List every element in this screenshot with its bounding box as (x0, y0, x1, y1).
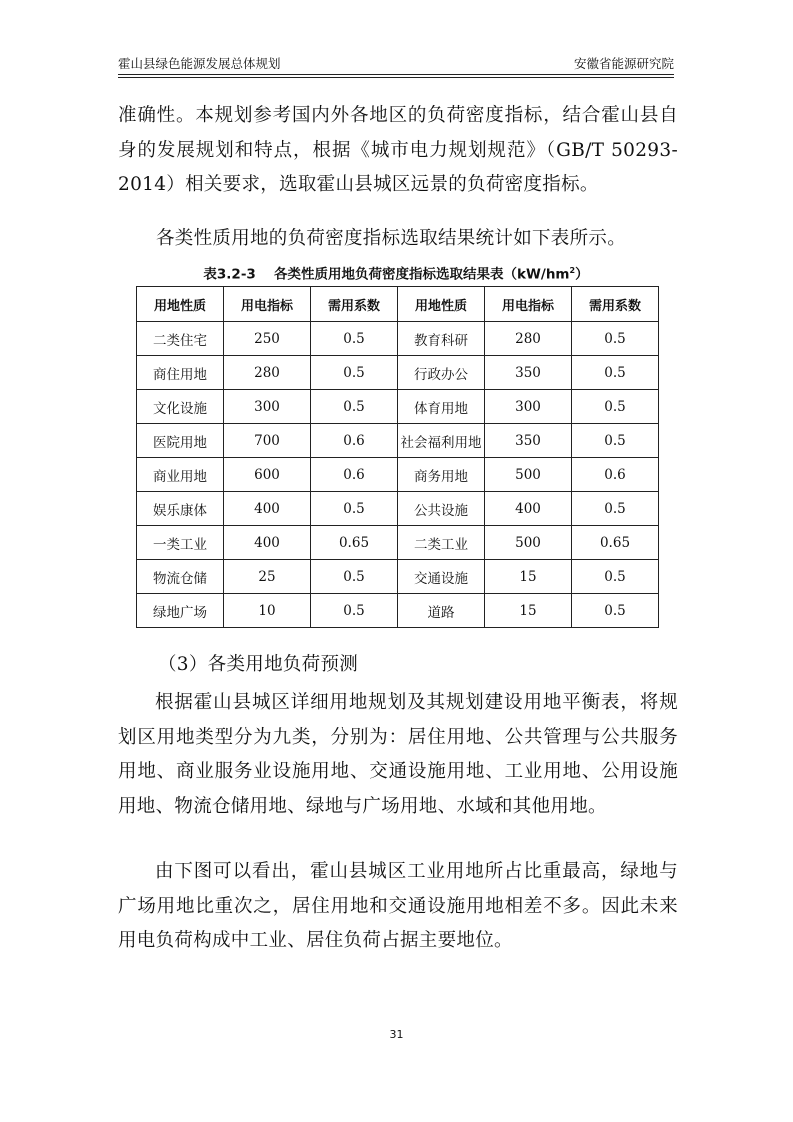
table-cell: 10 (224, 594, 311, 628)
table-cell: 0.5 (311, 390, 398, 424)
table-cell: 0.6 (311, 458, 398, 492)
table-caption-end: ） (575, 266, 589, 283)
table-row (137, 322, 659, 356)
table-cell: 商业用地 (137, 458, 224, 492)
table-cell: 15 (485, 560, 572, 594)
table-cell: 500 (485, 458, 572, 492)
table-cell: 0.65 (311, 526, 398, 560)
table-cell: 0.5 (572, 594, 659, 628)
table-cell: 0.5 (572, 356, 659, 390)
table-cell: 社会福利用地 (398, 424, 485, 458)
table-cell: 二类住宅 (137, 322, 224, 356)
table-cell: 250 (224, 322, 311, 356)
table-row (137, 492, 659, 526)
table-cell: 0.5 (311, 560, 398, 594)
column-header: 需用系数 (311, 287, 398, 322)
table-cell: 300 (485, 390, 572, 424)
column-header: 用地性质 (398, 287, 485, 322)
table-cell: 0.6 (311, 424, 398, 458)
table-cell: 280 (224, 356, 311, 390)
paragraph-intro: 准确性。本规划参考国内外各地区的负荷密度指标，结合霍山县自身的发展规划和特点，根据《城市电力规划规范》（GB/T 50293-2014）相关要求，选取霍山县城区远景的负荷密度指标。 (118, 105, 678, 195)
page-number: 31 (389, 1028, 404, 1041)
page-header (118, 50, 674, 76)
table-cell: 0.5 (572, 560, 659, 594)
table-cell: 0.5 (572, 492, 659, 526)
load-density-table (136, 286, 659, 628)
table-cell: 400 (224, 492, 311, 526)
table-cell: 0.5 (311, 492, 398, 526)
header-rule (118, 74, 674, 75)
table-row (137, 424, 659, 458)
table-row (137, 458, 659, 492)
table-cell: 400 (224, 526, 311, 560)
table-cell: 商住用地 (137, 356, 224, 390)
table-row (137, 390, 659, 424)
table-cell: 交通设施 (398, 560, 485, 594)
table-cell: 280 (485, 322, 572, 356)
paragraph-land-classification: 根据霍山县城区详细用地规划及其规划建设用地平衡表，将规划区用地类型分为九类，分别为：居住用地、公共管理与公共服务用地、商业服务业设施用地、交通设施用地、工业用地、公用设施用地、物流仓储用地、绿地与广场用地、水域和其他用地。 (118, 692, 678, 817)
table-cell: 医院用地 (137, 424, 224, 458)
table-cell: 300 (224, 390, 311, 424)
table-cell: 0.5 (572, 424, 659, 458)
column-header: 用电指标 (485, 287, 572, 322)
section-heading-load-forecast: （3）各类用地负荷预测 (158, 654, 359, 675)
table-row (137, 560, 659, 594)
paragraph-conclusion: 由下图可以看出，霍山县城区工业用地所占比重最高，绿地与广场用地比重次之，居住用地和交通设施用地相差不多。因此未来用电负荷构成中工业、居住负荷占据主要地位。 (118, 861, 678, 951)
table-header-row (137, 287, 659, 322)
table-cell: 0.6 (572, 458, 659, 492)
table-cell: 商务用地 (398, 458, 485, 492)
table-caption-superscript: 2 (569, 266, 576, 275)
table-cell: 15 (485, 594, 572, 628)
table-cell: 350 (485, 356, 572, 390)
table-cell: 700 (224, 424, 311, 458)
table-cell: 0.5 (311, 594, 398, 628)
table-cell: 娱乐康体 (137, 492, 224, 526)
table-cell: 600 (224, 458, 311, 492)
column-header: 用电指标 (224, 287, 311, 322)
table-cell: 0.5 (311, 356, 398, 390)
table-row (137, 594, 659, 628)
table-caption-main: 表3.2-3 各类性质用地负荷密度指标选取结果表（kW/hm (203, 266, 570, 283)
table-cell: 25 (224, 560, 311, 594)
table-cell: 400 (485, 492, 572, 526)
table-cell: 体育用地 (398, 390, 485, 424)
table-cell: 一类工业 (137, 526, 224, 560)
table-cell: 二类工业 (398, 526, 485, 560)
header-rule-thin (118, 77, 674, 78)
header-document-title: 霍山县绿色能源发展总体规划 (118, 56, 281, 71)
column-header: 需用系数 (572, 287, 659, 322)
table-cell: 公共设施 (398, 492, 485, 526)
table-row (137, 526, 659, 560)
table-cell: 文化设施 (137, 390, 224, 424)
table-cell: 0.65 (572, 526, 659, 560)
table-cell: 物流仓储 (137, 560, 224, 594)
header-organization: 安徽省能源研究院 (573, 56, 674, 71)
table-cell: 0.5 (572, 322, 659, 356)
paragraph-table-lead: 各类性质用地的负荷密度指标选取结果统计如下表所示。 (156, 228, 627, 249)
table-cell: 教育科研 (398, 322, 485, 356)
table-cell: 0.5 (572, 390, 659, 424)
table-cell: 行政办公 (398, 356, 485, 390)
table-caption (118, 262, 674, 284)
table-cell: 道路 (398, 594, 485, 628)
table-cell: 绿地广场 (137, 594, 224, 628)
table-cell: 350 (485, 424, 572, 458)
column-header: 用地性质 (137, 287, 224, 322)
table-cell: 0.5 (311, 322, 398, 356)
table-cell: 500 (485, 526, 572, 560)
table-row (137, 356, 659, 390)
